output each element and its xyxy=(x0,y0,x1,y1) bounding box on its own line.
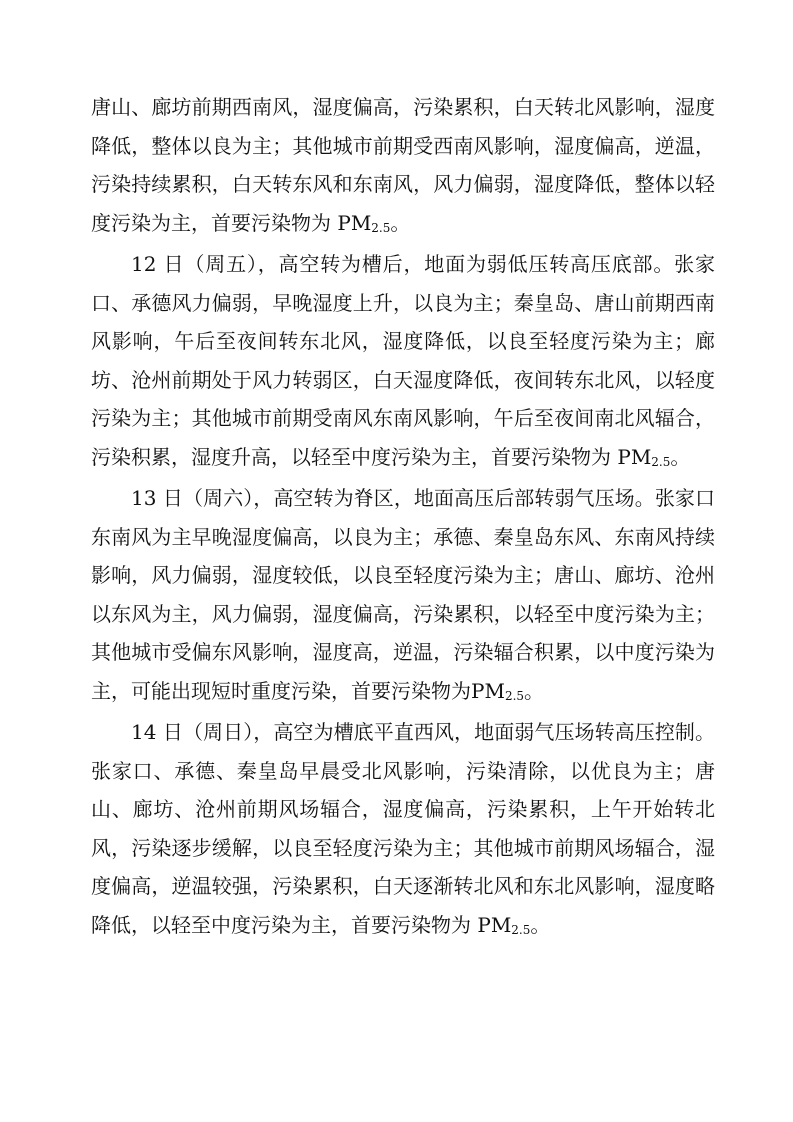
paragraph-end: 。 xyxy=(390,210,411,235)
paragraph-text: 14 日（周日），高空为槽底平直西风，地面弱气压场转高压控制。张家口、承德、秦皇岛早晨受北风影响，污染清除，以优良为主；唐山、廊坊、沧州前期风场辐合，湿度偏高，污染累积，上午开始转北风，污染逐步缓解，以良至轻度污染为主；其他城市前期风场辐合，湿度偏高，逆温较强，污染累积，白天逐渐转北风和东北风影响，湿度略降低，以轻至中度污染为主，首要污染物为 PM xyxy=(91,720,715,937)
paragraph-2 xyxy=(91,245,715,479)
paragraph-end: 。 xyxy=(670,444,691,469)
paragraph-text: 唐山、廊坊前期西南风，湿度偏高，污染累积，白天转北风影响，湿度降低，整体以良为主；其他城市前期受西南风影响，湿度偏高，逆温，污染持续累积，白天转东风和东南风，风力偏弱，湿度降低，整体以轻度污染为主，首要污染物为 PM xyxy=(91,95,715,235)
paragraph-end: 。 xyxy=(524,678,545,703)
pm-subscript: 2.5 xyxy=(511,922,531,937)
paragraph-end: 。 xyxy=(530,912,551,937)
pm-subscript: 2.5 xyxy=(504,688,525,703)
paragraph-text: 13 日（周六），高空转为脊区，地面高压后部转弱气压场。张家口东南风为主早晚湿度偏高，以良为主；承德、秦皇岛东风、东南风持续影响，风力偏弱，湿度较低，以良至轻度污染为主；唐山、廊坊、沧州以东风为主，风力偏弱，湿度偏高，污染累积，以轻至中度污染为主；其他城市受偏东风影响，湿度高，逆温，污染辐合积累，以中度污染为主，可能出现短时重度污染，首要污染物为PM xyxy=(91,486,715,703)
pm-subscript: 2.5 xyxy=(651,454,671,469)
document-body xyxy=(91,88,715,947)
pm-subscript: 2.5 xyxy=(371,220,391,235)
paragraph-text: 12 日（周五），高空转为槽后，地面为弱低压转高压底部。张家口、承德风力偏弱，早晚湿度上升，以良为主；秦皇岛、唐山前期西南风影响，午后至夜间转东北风，湿度降低，以良至轻度污染为主；廊坊、沧州前期处于风力转弱区，白天湿度降低，夜间转东北风，以轻度污染为主；其他城市前期受南风东南风影响，午后至夜间南北风辐合，污染积累，湿度升高，以轻至中度污染为主，首要污染物为 PM xyxy=(91,252,715,469)
paragraph-3 xyxy=(91,479,715,713)
paragraph-4 xyxy=(91,713,715,947)
paragraph-1 xyxy=(91,88,715,245)
